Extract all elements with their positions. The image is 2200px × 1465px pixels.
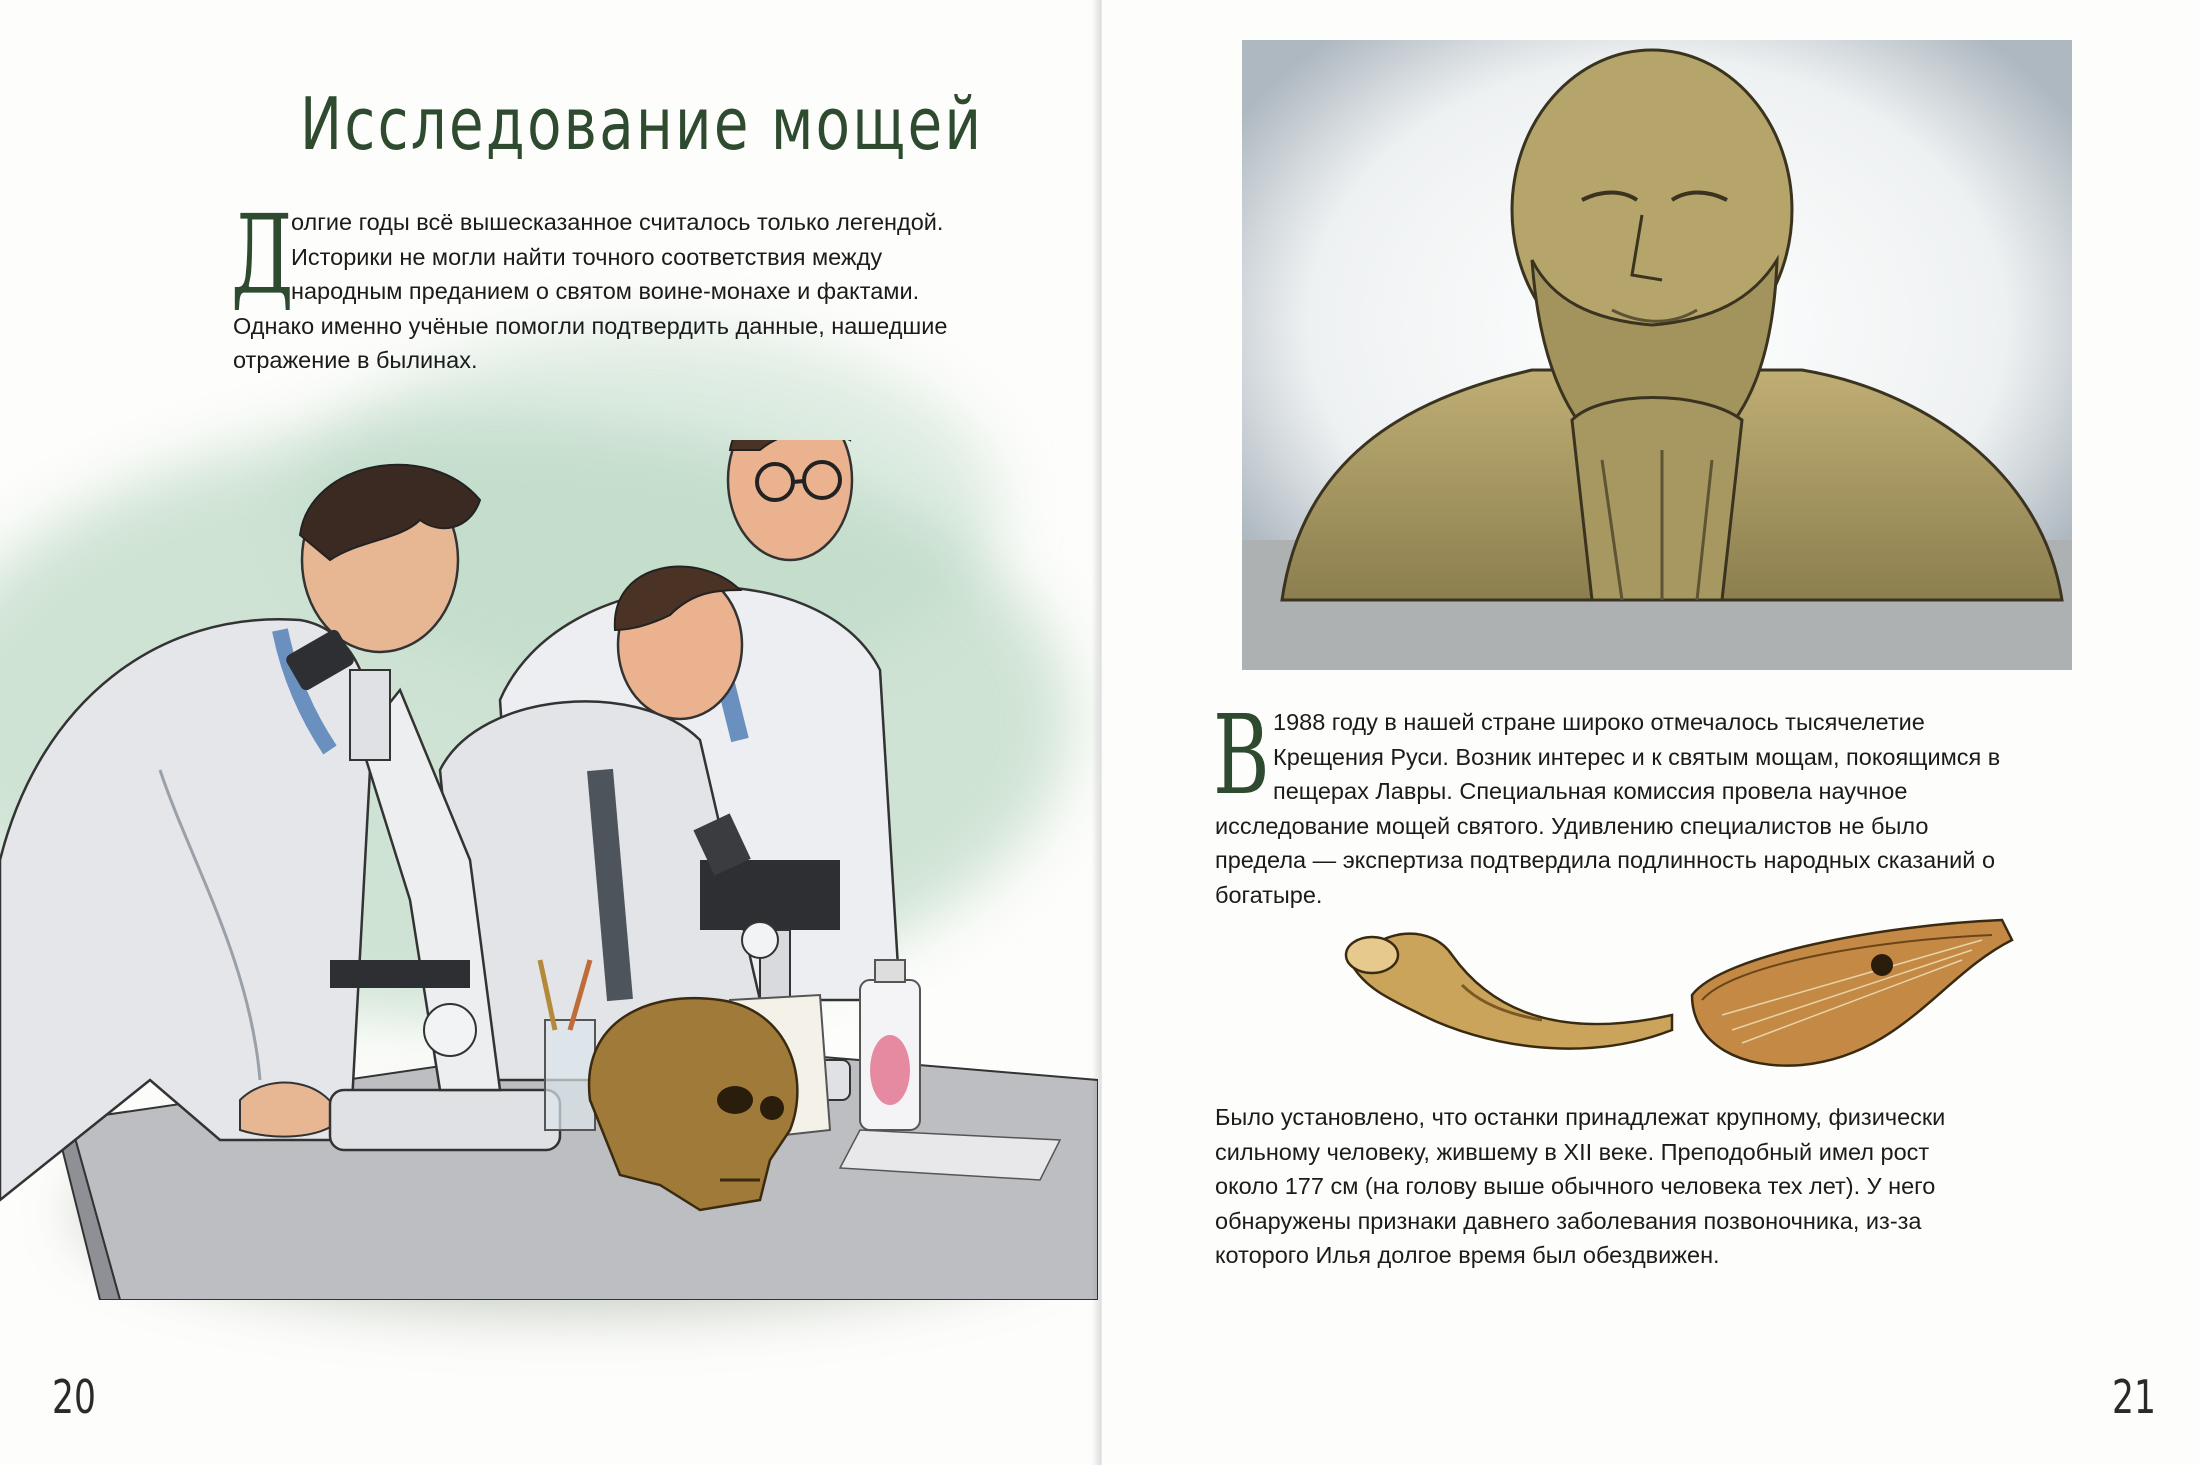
millennium-paragraph (1213, 691, 2005, 912)
lab-scientists-illustration (0, 440, 1098, 1300)
horn-and-gusli-illustration (1342, 905, 2022, 1075)
dropcap: В (1213, 691, 1270, 819)
paragraph-text: 1988 году в нашей стране широко отмечалось тысячелетие Крещения Руси. Возник интерес и к святым мощам, покоящимся в пещерах Лавры. Специальная комиссия провела научное исследование мощей святого. Удивлению специалистов не было предела — экспертиза подтвердила подлинность народных сказаний о богатыре. (1215, 709, 2001, 908)
page-number: 21 (2112, 1370, 2156, 1424)
gusli-icon (1692, 920, 2012, 1066)
findings-paragraph (1215, 1100, 1975, 1273)
drinking-horn-icon (1346, 934, 1672, 1049)
paragraph-text: олгие годы всё вышесказанное считалось только легендой. Историки не могли найти точного соответствия между народным преданием о святом воине-монахе и фактами. Однако именно учёные помогли подтвердить данные, нашедшие отражение в былинах. (233, 209, 948, 373)
dropcap: Д (231, 191, 294, 319)
paragraph-text: Было установлено, что останки принадлежат крупному, физически сильному человеку, жившему в XII веке. Преподобный имел рост около 177 см (на голову выше обычного человека тех лет). У него обнаружены признаки давнего заболевания позвоночника, из-за которого Илья долгое время был обездвижен. (1215, 1104, 1946, 1268)
page-number: 20 (52, 1370, 96, 1424)
bust-sculpture-illustration (1242, 40, 2072, 670)
page-title: Исследование мощей (300, 82, 984, 166)
right-page (1102, 0, 2200, 1465)
left-page (0, 0, 1098, 1465)
wash-bottle-icon (860, 960, 920, 1130)
intro-paragraph (231, 191, 953, 378)
